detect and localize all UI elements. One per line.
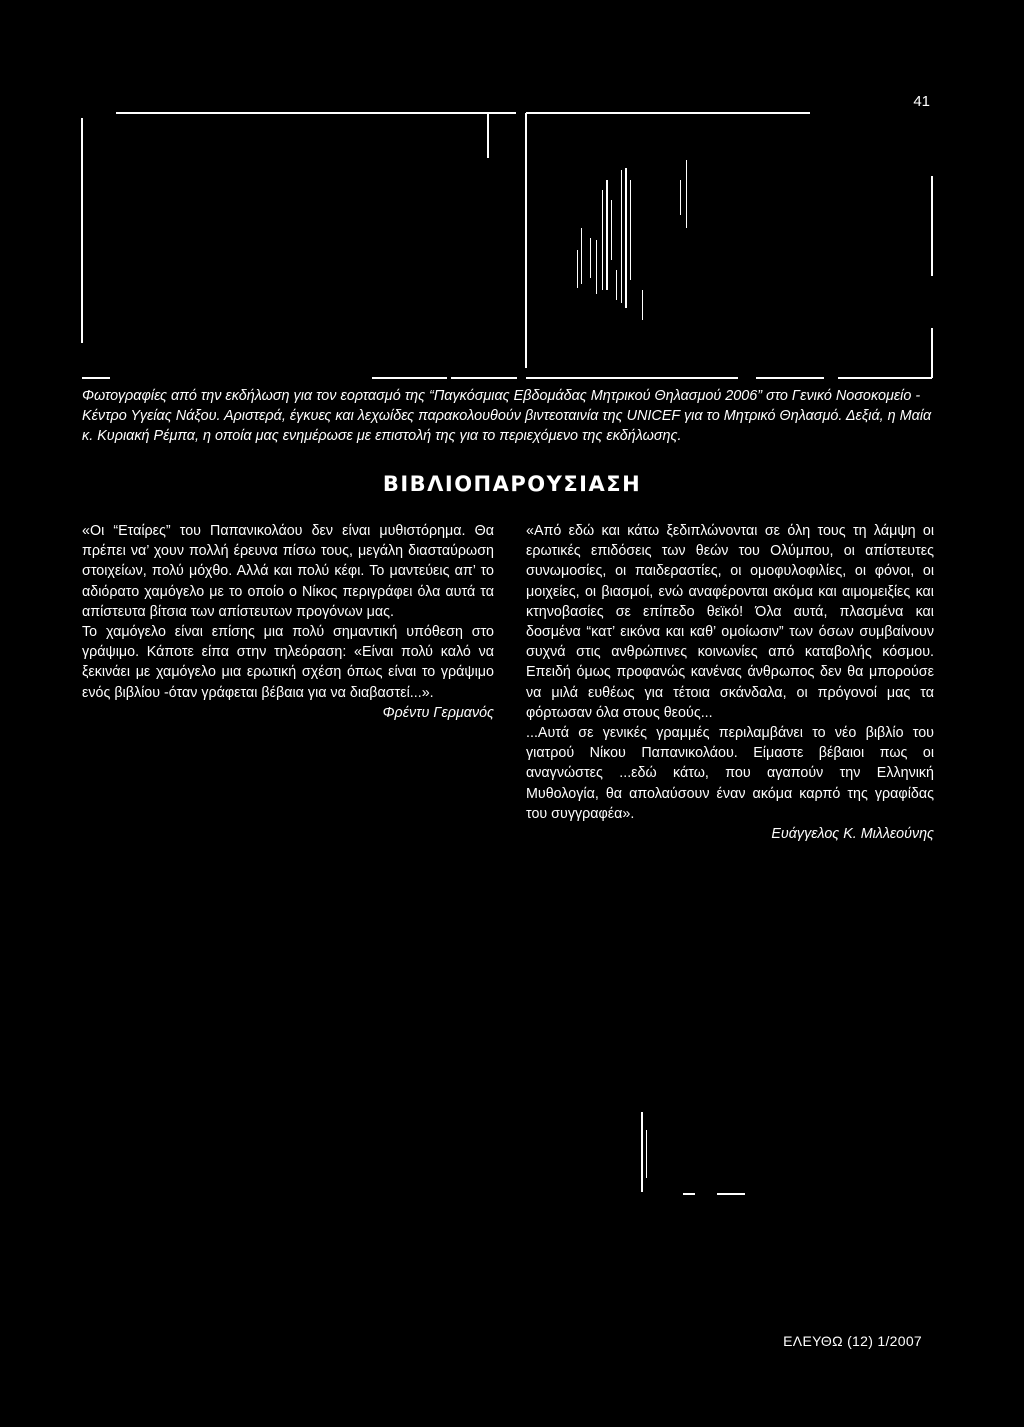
photo-right-right-edge-upper — [931, 176, 933, 276]
page-number: 41 — [913, 93, 930, 110]
photo-left-top-edge — [116, 112, 516, 114]
photo-left-left-edge — [81, 118, 83, 343]
photo-mark — [581, 228, 582, 284]
artifact-dash — [683, 1193, 695, 1195]
left-column — [82, 521, 494, 723]
photo-caption: Φωτογραφίες από την εκδήλωση για τον εορτασμό της “Παγκόσμιας Εβδομάδας Μητρικού Θηλασμού 2006” στο Γενικό Νοσοκομείο - Κέντρο Υγείας Νάξου. Αριστερά, έγκυες και λεχωίδες παρακολουθούν βιντεοταινία της UNICEF για το Μητρικό Θηλασμό. Δεξιά, η Μαία κ. Κυριακή Ρέμπα, η οποία μας ενημέρωσε με επιστολή της για το περιεχόμενο της εκδήλωσης. — [82, 388, 932, 444]
photo-mark — [616, 270, 617, 300]
photo-mark — [686, 160, 687, 228]
photo-right-left-edge — [525, 113, 527, 368]
photo-mark — [611, 200, 612, 260]
artifact-line — [641, 1112, 643, 1192]
photo-right-bottom-edge-c — [838, 377, 932, 379]
photo-mark — [590, 238, 591, 278]
footer-issue: ΕΛΕΥΘΩ (12) 1/2007 — [783, 1333, 922, 1349]
photo-right-top-edge — [526, 112, 810, 114]
photo-left-bottom-edge-c — [451, 377, 517, 379]
photo-left-divider — [487, 113, 489, 158]
right-column — [526, 521, 934, 844]
right-paragraph: «Από εδώ και κάτω ξεδιπλώνονται σε όλη τους τη λάμψη οι ερωτικές επιδόσεις των θεών του Ολύμπου, οι απίστευτες συνωμοσίες, οι παιδεραστίες, οι ομοφυλοφιλίες, οι φόνοι, οι μοιχείες, οι βιασμοί, ενώ αναφέρονται ακόμα και αιμομειξίες και κτηνοβασίες σε επίπεδο θεϊκό! Όλα αυτά, πλασμένα και δοσμένα “κατ’ εικόνα και καθ’ ομοίωσιν” των όσων συμβαίνουν συχνά στις ανθρώπινες κοινωνίες από καταβολής κόσμου. Επειδή όμως προφανώς κανένας άνθρωπος δεν θα μπορούσε να μιλά ευθέως για τέτοια σκάνδαλα, οι πρόγονοί μας τα φόρτωσαν όλα στους θεούς... — [526, 523, 934, 721]
right-signature: Ευάγγελος Κ. Μιλλεούνης — [771, 826, 934, 843]
photo-mark — [625, 168, 627, 308]
photo-left-bottom-edge-a — [82, 377, 110, 379]
section-title: ΒΙΒΛΙΟΠΑΡΟΥΣΙΑΣΗ — [382, 472, 642, 496]
photo-right-right-edge-lower — [931, 328, 933, 378]
right-paragraph: ...Αυτά σε γενικές γραμμές περιλαμβάνει το νέο βιβλίο του γιατρού Νίκου Παπανικολάου. Είμαστε βέβαιοι πως οι αναγνώστες ...εδώ κάτω, που αγαπούν την Ελληνική Μυθολογία, θα απολαύσουν έναν ακόμα καρπό της γραφίδας του συγγραφέα». — [526, 725, 934, 822]
photo-mark — [680, 180, 681, 215]
photo-mark — [596, 240, 597, 294]
photo-left-bottom-edge-b — [372, 377, 447, 379]
photo-mark — [630, 180, 631, 280]
photo-mark — [606, 180, 608, 290]
photo-right-bottom-edge-b — [756, 377, 824, 379]
photo-mark — [577, 250, 578, 288]
photo-right-bottom-edge-a — [526, 377, 738, 379]
photo-mark — [602, 190, 603, 290]
artifact-dash — [717, 1193, 745, 1195]
left-signature: Φρέντυ Γερμανός — [382, 704, 494, 721]
left-paragraph: «Οι “Εταίρες” του Παπανικολάου δεν είναι μυθιστόρημα. Θα πρέπει να’ χουν πολλή έρευνα πίσω τους, μεγάλη διασταύρωση στοιχείων, πολύ μόχθο. Αλλά και πολύ κέφι. Το μαντεύεις απ’ το αδιόρατο χαμόγελο με το οποίο ο Νίκος περιγράφει όλα αυτά τα απίστευτα βίτσια των απίστευτων προγόνων μας. — [82, 523, 494, 620]
photo-mark — [642, 290, 643, 320]
left-paragraph: Το χαμόγελο είναι επίσης μια πολύ σημαντική υπόθεση στο γράψιμο. Κάποτε είπα στην τηλεόραση: «Είναι πολύ καλό να ξεκινάει με χαμόγελο μια ερωτική σχέση όπως είναι το γράψιμο ενός βιβλίου -όταν γράφεται βέβαια για να διαβαστεί...». — [82, 624, 494, 701]
photo-mark — [621, 170, 622, 303]
artifact-line — [646, 1130, 647, 1178]
